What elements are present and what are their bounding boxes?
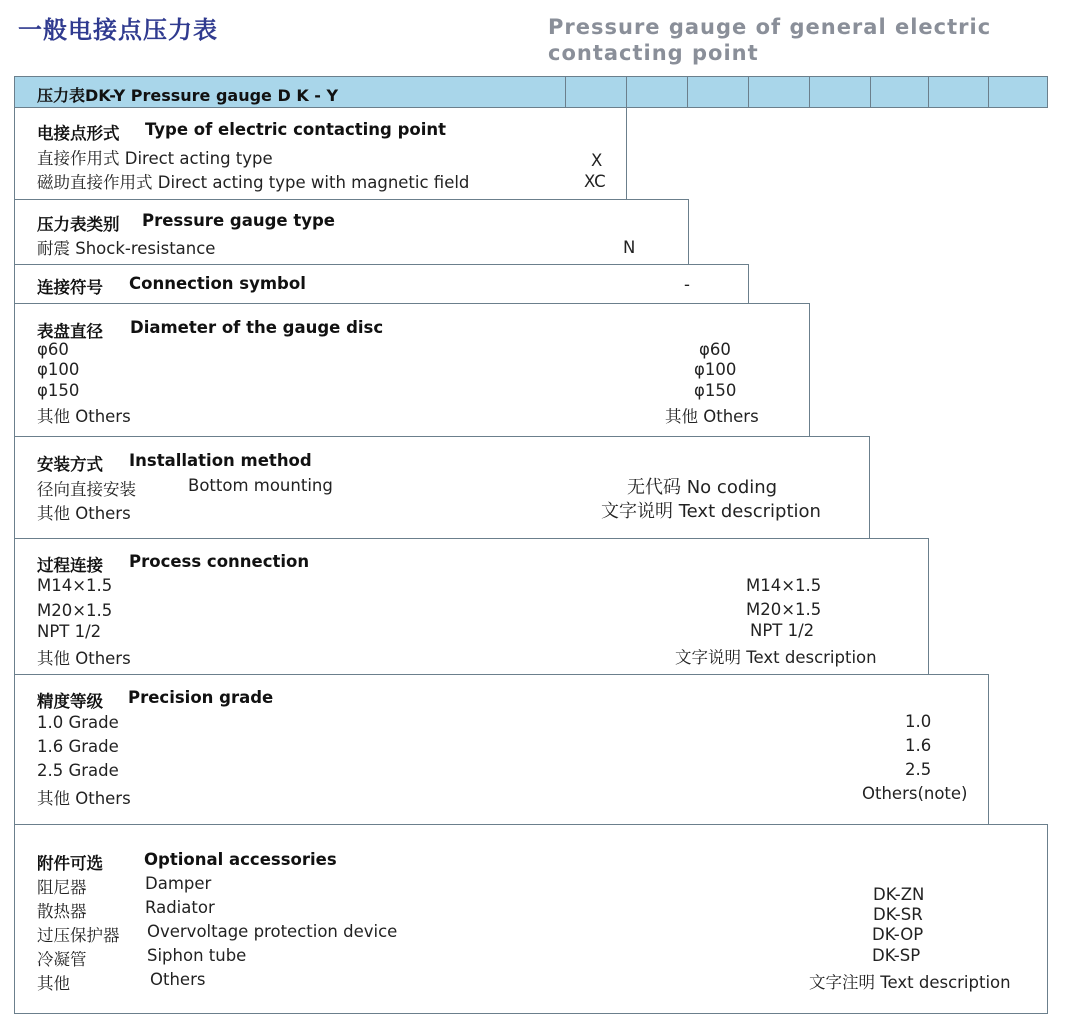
section-heading-cn: 压力表类别 — [37, 215, 120, 234]
section-contact-type — [14, 107, 627, 200]
option-code: φ150 — [694, 381, 737, 400]
section-heading-cn: 表盘直径 — [37, 322, 103, 341]
section-heading-cn: 过程连接 — [37, 556, 103, 575]
option-code: 其他 Others — [665, 407, 759, 426]
option-label-en: Others — [150, 970, 206, 989]
option-code: X — [591, 151, 603, 170]
option-label-cn: 径向直接安装 — [37, 480, 136, 499]
section-optional-accessories — [14, 824, 1048, 1014]
option-code: Others(note) — [862, 784, 968, 803]
section-heading-en: Pressure gauge type — [142, 211, 335, 230]
section-installation-method — [14, 436, 870, 539]
option-code: φ60 — [699, 340, 731, 359]
option-label: NPT 1/2 — [37, 622, 102, 641]
option-label: 2.5 Grade — [37, 761, 119, 780]
option-label-en: Overvoltage protection device — [147, 922, 398, 941]
option-code: M14×1.5 — [746, 576, 822, 595]
option-label-cn: 过压保护器 — [37, 926, 120, 945]
option-label: M14×1.5 — [37, 576, 113, 595]
section-heading-cn: 连接符号 — [37, 278, 103, 297]
option-label-cn: 阻尼器 — [37, 878, 87, 897]
page-title-en — [548, 14, 991, 66]
option-label-cn: 冷凝管 — [37, 950, 87, 969]
option-label: φ60 — [37, 340, 69, 359]
code-column-divider — [988, 77, 989, 107]
page-title-en-line1: Pressure gauge of general electric — [548, 15, 992, 39]
section-connection-symbol — [14, 264, 749, 304]
section-dial-diameter — [14, 303, 810, 437]
option-label-en: Damper — [145, 874, 212, 893]
section-heading-en: Type of electric contacting point — [145, 120, 447, 139]
section-heading-en: Diameter of the gauge disc — [130, 318, 384, 337]
page-title-en-line2: contacting point — [548, 41, 759, 65]
section-heading-en: Optional accessories — [144, 850, 337, 869]
code-column-divider — [565, 77, 566, 107]
option-code: 文字说明 Text description — [601, 501, 821, 522]
option-label: 耐震 Shock-resistance — [37, 239, 216, 258]
code-column-divider — [809, 77, 810, 107]
section-heading-en: Precision grade — [128, 688, 274, 707]
option-code: 文字注明 Text description — [809, 973, 1011, 992]
section-heading-en: Process connection — [129, 552, 310, 571]
option-code: NPT 1/2 — [750, 621, 815, 640]
option-code: DK-SP — [872, 946, 921, 965]
option-label-cn: 散热器 — [37, 902, 87, 921]
model-header-row — [14, 76, 1048, 108]
option-label: 直接作用式 Direct acting type — [37, 149, 273, 168]
option-code: DK-SR — [873, 905, 923, 924]
section-heading-cn: 安装方式 — [37, 455, 103, 474]
code-column-divider — [687, 77, 688, 107]
option-code: - — [684, 275, 690, 294]
section-precision-grade — [14, 674, 989, 825]
option-code: 2.5 — [905, 760, 932, 779]
option-code: XC — [584, 172, 606, 191]
code-column-divider — [928, 77, 929, 107]
option-label: 磁助直接作用式 Direct acting type with magnetic field — [37, 173, 470, 192]
code-column-divider — [870, 77, 871, 107]
option-code: φ100 — [694, 360, 737, 379]
option-label: φ150 — [37, 381, 80, 400]
code-column-divider — [748, 77, 749, 107]
option-code: DK-ZN — [873, 885, 925, 904]
model-header-label: 压力表DK-Y Pressure gauge D K - Y — [37, 86, 339, 105]
option-code: DK-OP — [872, 925, 924, 944]
page-title-cn: 一般电接点压力表 — [18, 16, 218, 44]
section-gauge-type — [14, 199, 689, 265]
option-code: N — [623, 238, 636, 257]
section-heading-cn: 电接点形式 — [37, 124, 120, 143]
option-label-en: Radiator — [145, 898, 215, 917]
option-code: 1.0 — [905, 712, 932, 731]
option-code: 无代码 No coding — [627, 477, 778, 498]
option-code: 1.6 — [905, 736, 932, 755]
code-column-divider — [626, 77, 627, 107]
section-heading-en: Installation method — [129, 451, 312, 470]
option-label: 其他 Others — [37, 649, 131, 668]
option-label-cn: 其他 — [37, 974, 70, 993]
option-label: M20×1.5 — [37, 601, 113, 620]
option-label: 其他 Others — [37, 789, 131, 808]
option-label: 其他 Others — [37, 407, 131, 426]
option-label: 1.0 Grade — [37, 713, 119, 732]
option-label: 1.6 Grade — [37, 737, 119, 756]
option-label-en: Bottom mounting — [188, 476, 333, 495]
option-code: M20×1.5 — [746, 600, 822, 619]
section-heading-en: Connection symbol — [129, 274, 306, 293]
option-label: φ100 — [37, 360, 80, 379]
option-label-en: Siphon tube — [147, 946, 247, 965]
option-label-cn: 其他 Others — [37, 504, 131, 523]
section-heading-cn: 附件可选 — [37, 854, 103, 873]
option-code: 文字说明 Text description — [675, 648, 877, 667]
section-process-connection — [14, 538, 929, 675]
section-heading-cn: 精度等级 — [37, 692, 103, 711]
